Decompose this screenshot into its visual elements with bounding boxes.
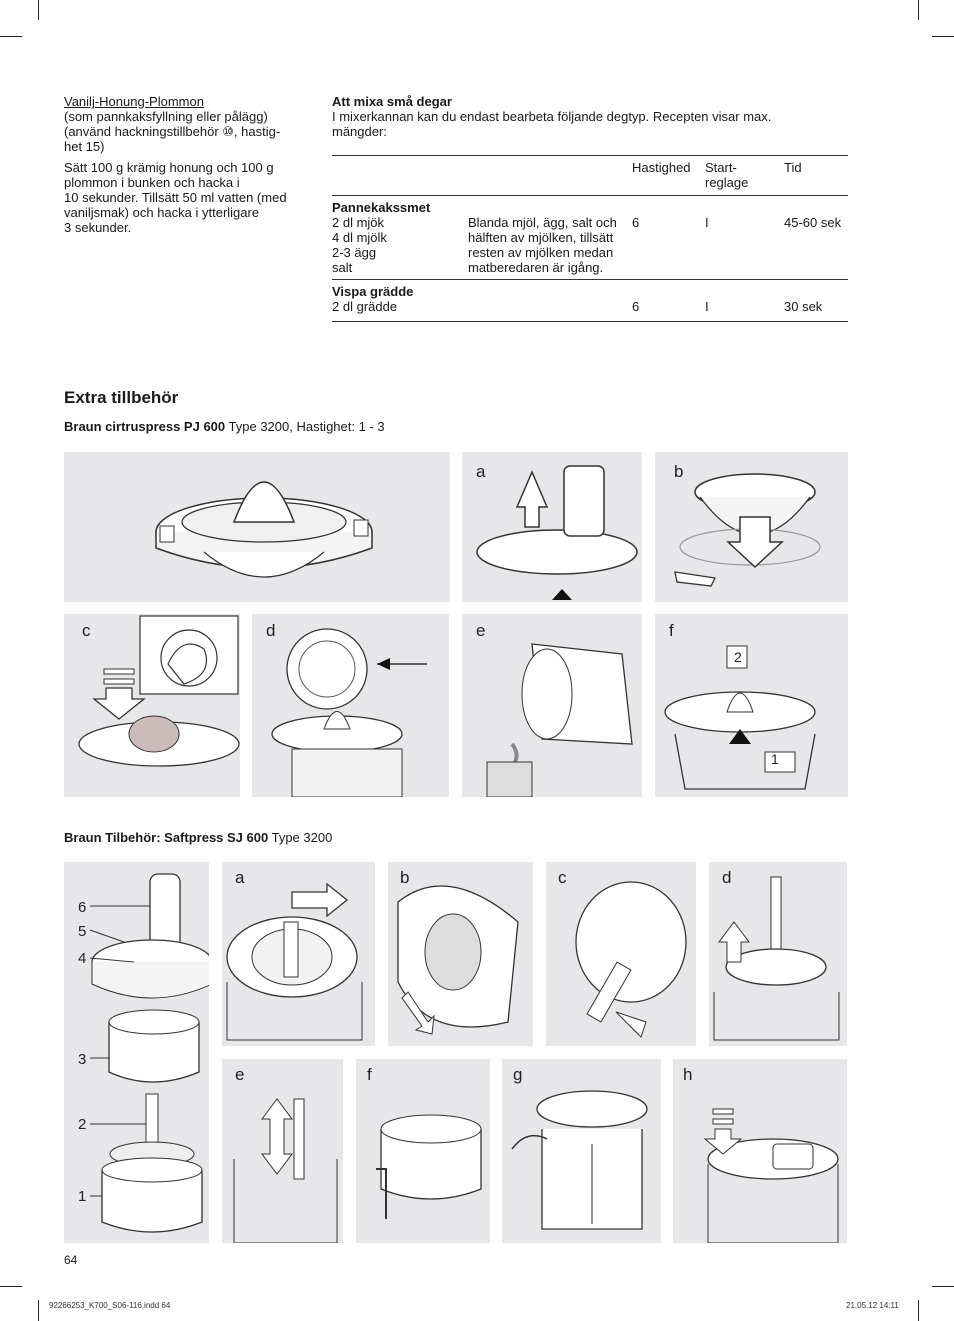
- col-header-start-line: Start-: [705, 160, 737, 175]
- row-start: I: [705, 299, 709, 314]
- figure-label-b: b: [400, 868, 410, 887]
- table-row-method: [468, 215, 617, 275]
- figure-label-c: c: [82, 621, 91, 640]
- juice-step-h-illustration: [673, 1059, 847, 1243]
- table-rule: [332, 321, 848, 322]
- figure-label-c: c: [558, 868, 567, 887]
- table-row-ingredients: [332, 284, 413, 314]
- part-number-4: 4: [78, 950, 87, 967]
- recipe-line: (som pannkaksfyllning eller pålägg): [64, 109, 268, 124]
- crop-mark: [932, 1286, 954, 1287]
- juice-step-b-illustration: [388, 862, 533, 1046]
- juice-subheading: [64, 830, 332, 845]
- crop-mark: [38, 1300, 39, 1321]
- part-number-3: 3: [78, 1051, 87, 1068]
- figure-label-e: e: [476, 621, 486, 640]
- juice-step-c-illustration: [546, 862, 696, 1046]
- crop-mark: [0, 36, 22, 37]
- footer-date: 21.05.12 14:11: [846, 1301, 899, 1310]
- crop-mark: [932, 36, 954, 37]
- page-number: 64: [64, 1253, 78, 1267]
- row-speed: 6: [632, 215, 640, 230]
- citrus-step-f-illustration: [655, 614, 848, 797]
- recipe-line: (använd hackningstillbehör ⑩, hastig-: [64, 124, 281, 139]
- citrus-type: Type 3200, Hastighet: 1 - 3: [225, 419, 385, 434]
- col-header-start-line: reglage: [705, 175, 749, 190]
- figure-label-e: e: [235, 1065, 245, 1084]
- col-header-time: Tid: [784, 160, 802, 175]
- citrus-step-a-illustration: [462, 452, 642, 602]
- citrus-step-b-illustration: [655, 452, 848, 602]
- recipe-line: 3 sekunder.: [64, 220, 132, 235]
- figure-label-f: f: [669, 621, 674, 640]
- row-speed: 6: [632, 299, 640, 314]
- citrus-subheading: [64, 419, 385, 434]
- method-line: hälften av mjölken, tillsätt: [468, 230, 614, 245]
- recipe-line: 10 sekunder. Tillsätt 50 ml vatten (med: [64, 190, 287, 205]
- citrus-title: Braun cirtruspress PJ 600: [64, 419, 226, 434]
- recipe-line: het 15): [64, 139, 105, 154]
- crop-mark: [38, 0, 39, 20]
- crop-mark: [918, 1300, 919, 1321]
- table-rule: [332, 155, 848, 156]
- figure-label-d: d: [266, 621, 276, 640]
- part-number-5: 5: [78, 923, 87, 940]
- recipe-block: [64, 94, 314, 235]
- table-row-ingredients: [332, 200, 430, 275]
- ingredient: 2 dl mjök: [332, 215, 385, 230]
- figure-label-g: g: [513, 1065, 523, 1084]
- figure-label-f: f: [367, 1065, 372, 1084]
- step-number-1: 1: [771, 751, 779, 767]
- mix-intro: [332, 94, 852, 139]
- col-header-speed: Hastighed: [632, 160, 691, 175]
- juice-step-e-illustration: [222, 1059, 343, 1243]
- recipe-title: Vanilj-Honung-Plommon: [64, 94, 204, 109]
- row-start: I: [705, 215, 709, 230]
- citrus-step-e-illustration: [462, 614, 642, 797]
- crop-mark: [0, 1286, 22, 1287]
- row-name: Vispa grädde: [332, 284, 414, 299]
- part-number-2: 2: [78, 1116, 87, 1133]
- mix-intro-line: mängder:: [332, 124, 387, 139]
- table-rule: [332, 195, 848, 196]
- row-time: 30 sek: [784, 299, 823, 314]
- ingredient: salt: [332, 260, 353, 275]
- mix-title: Att mixa små degar: [332, 94, 452, 109]
- row-name: Pannekakssmet: [332, 200, 431, 215]
- citrus-step-d-illustration: [252, 614, 449, 797]
- juice-step-a-illustration: [222, 862, 375, 1046]
- ingredient: 2-3 ägg: [332, 245, 377, 260]
- figure-label-a: a: [476, 462, 486, 481]
- row-time: 45-60 sek: [784, 215, 842, 230]
- crop-mark: [918, 0, 919, 20]
- citrus-step-c-illustration: [64, 614, 240, 797]
- method-line: Blanda mjöl, ägg, salt och: [468, 215, 617, 230]
- recipe-line: vaniljsmak) och hacka i ytterligare: [64, 205, 260, 220]
- method-line: resten av mjölken medan: [468, 245, 614, 260]
- col-header-start: [705, 160, 748, 190]
- juice-title: Braun Tilbehör: Saftpress SJ 600: [64, 830, 269, 845]
- ingredient: 2 dl grädde: [332, 299, 398, 314]
- recipe-line: Sätt 100 g krämig honung och 100 g: [64, 160, 274, 175]
- juice-type: Type 3200: [268, 830, 333, 845]
- juice-step-d-illustration: [709, 862, 847, 1046]
- figure-label-d: d: [722, 868, 732, 887]
- figure-label-h: h: [683, 1065, 693, 1084]
- citrus-main-illustration: [64, 452, 450, 602]
- figure-label-a: a: [235, 868, 245, 887]
- table-rule: [332, 279, 848, 280]
- section-heading: Extra tillbehör: [64, 388, 179, 407]
- ingredient: 4 dl mjölk: [332, 230, 387, 245]
- mix-intro-line: I mixerkannan kan du endast bearbeta följande degtyp. Recepten visar max.: [332, 109, 772, 124]
- part-number-1: 1: [78, 1188, 87, 1205]
- footer-file-info: 92266253_K700_S06-116.indd 64: [49, 1301, 171, 1310]
- step-number-2: 2: [734, 649, 742, 665]
- method-line: matberedaren är igång.: [468, 260, 604, 275]
- juice-step-f-illustration: [356, 1059, 490, 1243]
- juice-step-g-illustration: [502, 1059, 661, 1243]
- recipe-line: plommon i bunken och hacka i: [64, 175, 240, 190]
- part-number-6: 6: [78, 899, 87, 916]
- figure-label-b: b: [674, 462, 684, 481]
